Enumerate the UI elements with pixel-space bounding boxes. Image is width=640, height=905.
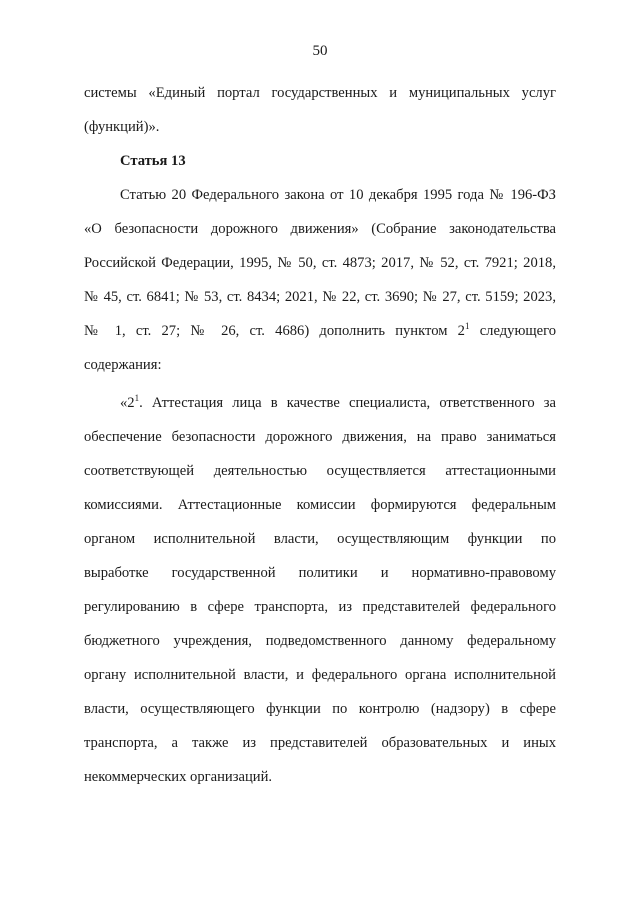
text-line: «О безопасности дорожного движения» (Собрание законодательства	[84, 221, 556, 237]
text-line: транспорта, а также из представителей образовательных и иных	[84, 735, 556, 751]
article-heading: Статья 13	[120, 153, 186, 169]
text-line: содержания:	[84, 357, 162, 373]
text-line: регулированию в сфере транспорта, из представителей федерального	[84, 599, 556, 615]
text-line: соответствующей деятельностью осуществляется аттестационными	[84, 463, 556, 479]
text-fragment: № 1, ст. 27; № 26, ст. 4686) дополнить пунктом 2	[84, 323, 465, 339]
text-line	[120, 393, 556, 413]
text-line: выработке государственной политики и нормативно-правовому	[84, 565, 556, 581]
superscript: 1	[464, 321, 470, 331]
text-line: бюджетного учреждения, подведомственного данному федеральному	[84, 633, 556, 649]
text-line: обеспечение безопасности дорожного движения, на право заниматься	[84, 429, 556, 445]
text-line	[84, 321, 556, 341]
page-number: 50	[312, 43, 328, 59]
superscript: 1	[134, 393, 140, 403]
text-line: органу исполнительной власти, и федерального органа исполнительной	[84, 667, 556, 683]
text-line: некоммерческих организаций.	[84, 769, 273, 785]
text-line: Статью 20 Федерального закона от 10 декабря 1995 года № 196-ФЗ	[120, 187, 556, 203]
text-line: системы «Единый портал государственных и муниципальных услуг	[84, 85, 556, 101]
text-fragment: «2	[120, 395, 135, 411]
text-line: (функций)».	[84, 119, 160, 135]
text-fragment: следующего	[469, 323, 557, 339]
text-line: Российской Федерации, 1995, № 50, ст. 4873; 2017, № 52, ст. 7921; 2018,	[84, 255, 556, 271]
text-fragment: . Аттестация лица в качестве специалиста, ответственного за	[139, 395, 556, 411]
text-line: комиссиями. Аттестационные комиссии формируются федеральным	[84, 497, 556, 513]
text-line: власти, осуществляющего функции по контролю (надзору) в сфере	[84, 701, 556, 717]
text-line: № 45, ст. 6841; № 53, ст. 8434; 2021, № 22, ст. 3690; № 27, ст. 5159; 2023,	[84, 289, 556, 305]
text-line: органом исполнительной власти, осуществляющим функции по	[84, 531, 556, 547]
